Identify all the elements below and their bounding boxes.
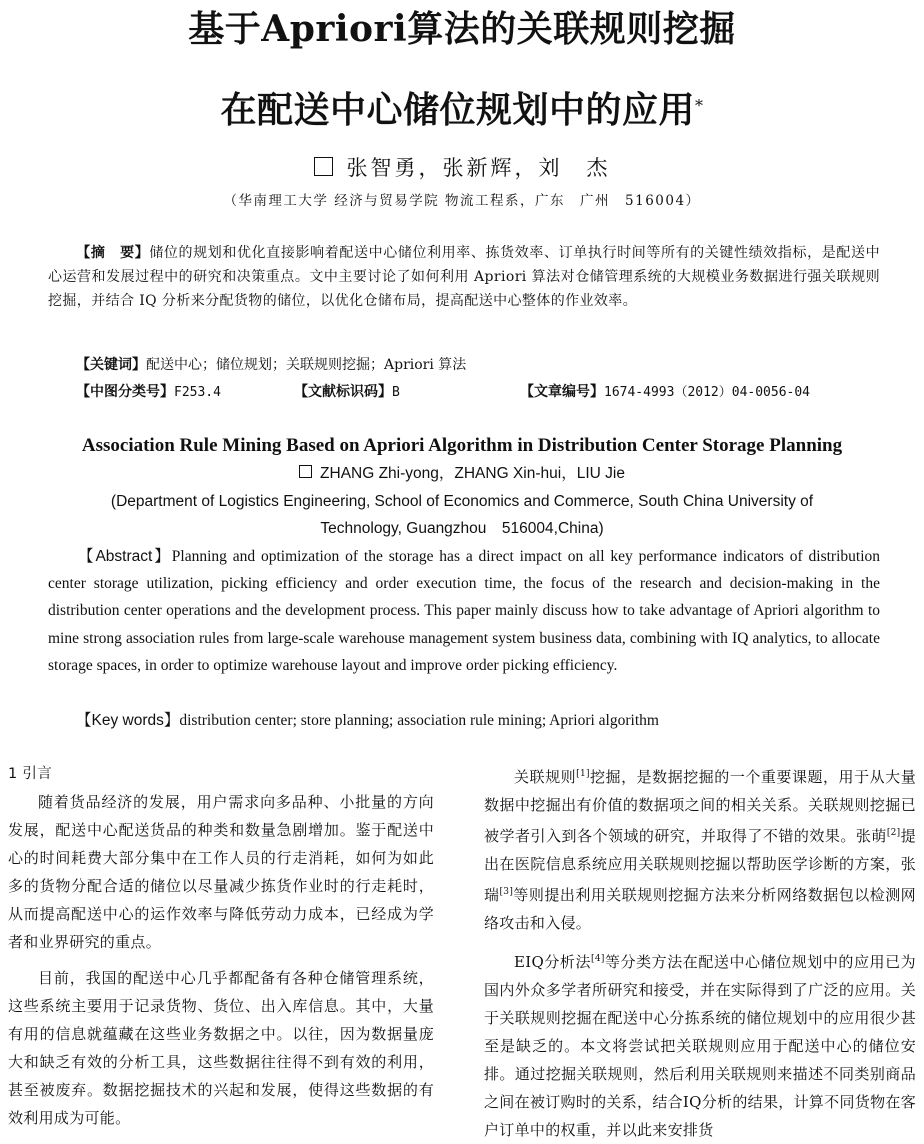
english-keywords: [48, 707, 880, 734]
clc-number: 【中图分类号】F253.4: [76, 384, 221, 400]
square-marker-icon: [299, 465, 312, 478]
article-number: 【文章编号】1674-4993（2012）04-0056-04: [520, 384, 811, 400]
abstract-cn-label: 【摘 要】: [76, 245, 150, 261]
english-affiliation-line-1: (Department of Logistics Engineering, School of Economics and Commerce, South China University of: [110, 493, 814, 510]
square-marker-icon: [314, 157, 333, 176]
citation-ref[interactable]: [4]: [591, 954, 605, 964]
english-abstract-text: Planning and optimization of the storage has a direct impact on all key performance indicators of distribution center storage utilization, picking efficiency and order execution time, the focus of the research and decision-making in the distribution center operations and the development process. This paper mainly discuss how to take advantage of Apriori algorithm to mine strong association rules from large-scale warehouse management system business data, combining with IQ analytics, to allocate storage spaces, in order to optimize warehouse layout and improve order picking efficiency.: [48, 548, 880, 674]
title-footnote-marker: *: [695, 96, 704, 115]
abstract-cn-text: 储位的规划和优化直接影响着配送中心储位利用率、拣货效率、订单执行时间等所有的关键性绩效指标，是配送中心运营和发展过程中的研究和决策重点。文中主要讨论了如何利用 Apriori 算法对仓储管理系统的大规模业务数据进行强关联规则挖掘，并结合 IQ 分析来分配货物的储位，以优化仓储布局，提高配送中心整体的作业效率。: [48, 245, 881, 309]
citation-ref[interactable]: [2]: [886, 828, 901, 838]
citation-ref[interactable]: [1]: [576, 769, 590, 779]
english-authors: ZHANG Zhi-yong，ZHANG Xin-hui，LIU Jie: [0, 460, 924, 487]
abstract-cn: [48, 241, 880, 313]
english-keywords-label: 【Key words】: [76, 712, 180, 729]
document-code: 【文献标识码】B: [294, 384, 400, 400]
keywords-cn-text: 配送中心；储位规划；关联规则挖掘；Apriori 算法: [146, 357, 467, 373]
english-title: Association Rule Mining Based on Apriori Algorithm in Distribution Center Storage Planning: [81, 435, 843, 456]
english-keywords-text: distribution center; store planning; association rule mining; Apriori algorithm: [179, 712, 659, 729]
body-paragraph: 关联规则[1]挖掘，是数据挖掘的一个重要课题，用于从大量数据中挖掘出有价值的数据项之间的相关关系。关联规则挖掘已被学者引入到各个领域的研究，并取得了不错的效果。张萌[2]提出在医院信息系统应用关联规则挖掘以帮助医学诊断的方案，张瑞[3]等则提出利用关联规则挖掘方法来分析网络数据包以检测网络攻击和入侵。: [484, 768, 916, 932]
section-heading-introduction: 1 引言: [8, 766, 53, 782]
english-affiliation-line-2: Technology, Guangzhou 516004,China): [320, 520, 604, 537]
paper-title-line-1: 基于Apriori算法的关联规则挖掘: [188, 8, 736, 50]
english-abstract: [48, 543, 880, 679]
english-abstract-label: 【Abstract】: [76, 548, 172, 565]
affiliation-cn: （华南理工大学 经济与贸易学院 物流工程系，广东 广州 516004）: [223, 193, 701, 209]
body-paragraph: EIQ分析法[4]等分类方法在配送中心储位规划中的应用已为国内外众多学者所研究和接受，并在实际得到了广泛的应用。关于关联规则挖掘在配送中心分拣系统的储位规划中的应用很少甚至是缺乏的。本文将尝试把关联规则应用于配送中心的储位安排。通过挖掘关联规则，然后利用关联规则来描述不同类别商品之间在被订购时的关系，结合IQ分析的结果，计算不同货物在客户订单中的权重，并以此来安排货: [484, 953, 916, 1139]
keywords-cn: [76, 353, 466, 377]
paper-title-line-2: 在配送中心储位规划中的应用*: [220, 89, 704, 131]
citation-ref[interactable]: [3]: [499, 887, 514, 897]
body-paragraph: 随着货品经济的发展，用户需求向多品种、小批量的方向发展，配送中心配送货品的种类和数量急剧增加。鉴于配送中心的时间耗费大部分集中在工作人员的行走消耗，如何为如此多的货物分配合适的储位以尽量减少拣货作业时的行走耗时，从而提高配送中心的运作效率与降低劳动力成本，已经成为学者和业界研究的重点。: [8, 793, 434, 951]
keywords-cn-label: 【关键词】: [76, 357, 146, 373]
body-left-column: [8, 760, 434, 1132]
body-right-column: [484, 760, 916, 1144]
authors-cn: 张智勇，张新辉，刘 杰: [0, 153, 924, 183]
body-paragraph: 目前，我国的配送中心几乎都配备有各种仓储管理系统，这些系统主要用于记录货物、货位、出入库信息。其中，大量有用的信息就蕴藏在这些业务数据之中。以往，因为数据量庞大和缺乏有效的分析工具，这些数据往往得不到有效的利用，甚至被废弃。数据挖掘技术的兴起和发展，使得这些数据的有效利用成为可能。: [8, 969, 434, 1127]
